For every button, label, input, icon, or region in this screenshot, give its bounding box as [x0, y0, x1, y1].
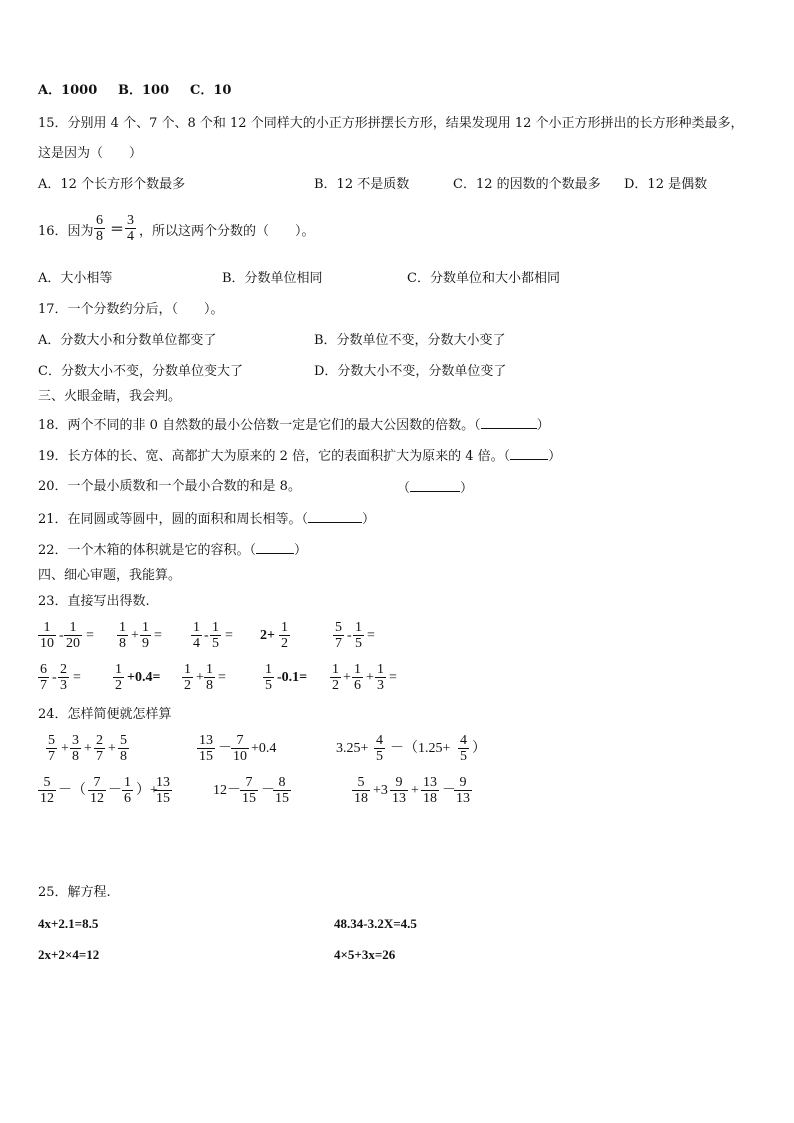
- q23-r1-e1-eq: =: [86, 628, 94, 643]
- q24-e1-op3: +: [108, 741, 116, 756]
- q16-option-b: B．分数单位相同: [222, 271, 323, 286]
- q23-r1-e5-frac2: $\frac{1}{5}$: [355, 620, 362, 651]
- q23-r2-e5-op: +: [343, 670, 351, 685]
- q15-option-c: C．12 的因数的个数最多: [453, 177, 601, 192]
- q24-e6-frac1: $\frac{5}{18}$: [354, 775, 368, 806]
- q23-r2-e5-op2: +: [366, 670, 374, 685]
- q23-r2-e4-tail: -0.1=: [277, 670, 308, 685]
- q23-r1-e5-eq: =: [367, 628, 375, 643]
- q23-r2-e5-frac2: $\frac{1}{6}$: [354, 662, 361, 693]
- q23-r1-e3-eq: =: [225, 628, 233, 643]
- q24-e4-frac1: $\frac{5}{12}$: [40, 775, 54, 806]
- q16-equals: ＝: [110, 223, 124, 238]
- q23-r1-e3-frac2: $\frac{1}{5}$: [212, 620, 219, 651]
- q24-e4-op: －: [108, 783, 122, 798]
- q24-e4-frac2: $\frac{7}{12}$: [90, 775, 104, 806]
- q25-equation-3: 2x+2×4=12: [38, 947, 100, 962]
- q14-option-c: C．10: [190, 83, 232, 98]
- q23-r1-e3-frac1: $\frac{1}{4}$: [193, 620, 200, 651]
- q15-stem-line2: 这是因为（ ）: [38, 146, 143, 161]
- q23-r2-e5-eq: =: [389, 670, 397, 685]
- q23-r2-e3-frac2: $\frac{1}{8}$: [206, 662, 213, 693]
- q20: 20．一个最小质数和一个最小合数的和是 8。: [38, 479, 301, 494]
- q14-option-a: A．1000: [38, 83, 98, 98]
- q24-e1-frac2: $\frac{3}{8}$: [72, 733, 79, 764]
- q18-answer-blank[interactable]: [481, 416, 537, 429]
- q24-e3-end: ）: [472, 741, 486, 756]
- q23-r1-e2-eq: =: [154, 628, 162, 643]
- q24-e5-frac2: $\frac{8}{15}$: [275, 775, 289, 806]
- q24-e4-frac3: $\frac{1}{6}$: [124, 775, 131, 806]
- q14-option-b: B．100: [118, 83, 170, 98]
- q23-r2-e3-frac1: $\frac{1}{2}$: [184, 662, 191, 693]
- q24-e2-op: －: [218, 741, 232, 756]
- q17-option-c: C．分数大小不变，分数单位变大了: [38, 364, 243, 379]
- q24-e5-op: －: [261, 783, 275, 798]
- q23-r2-e5-frac1: $\frac{1}{2}$: [332, 662, 339, 693]
- q17-option-b: B．分数单位不变，分数大小变了: [314, 333, 506, 348]
- q24-e2-frac2: $\frac{7}{10}$: [233, 733, 247, 764]
- q18: 18．两个不同的非 0 自然数的最小公倍数一定是它们的最大公因数的倍数。（ ）: [38, 418, 550, 433]
- q23-r2-e3-eq: =: [218, 670, 226, 685]
- q23-r1-e2-op: +: [131, 628, 139, 643]
- q23-stem: 23．直接写出得数.: [38, 594, 150, 609]
- q23-r1-e2-frac1: $\frac{1}{8}$: [119, 620, 126, 651]
- q21: 21．在同圆或等圆中，圆的面积和周长相等。（ ）: [38, 512, 376, 527]
- q23-r1-e1-frac2: $\frac{1}{20}$: [66, 620, 80, 651]
- q24-e3-frac2: $\frac{4}{5}$: [460, 733, 467, 764]
- q20-answer: （ ）: [397, 481, 474, 496]
- q16-option-a: A．大小相等: [38, 271, 113, 286]
- q24-e4-mid: －（: [58, 783, 86, 798]
- q20-answer-blank[interactable]: [410, 479, 460, 492]
- q23-r1-e5-op: -: [347, 628, 352, 643]
- section-3-heading: 三、火眼金睛，我会判。: [38, 389, 182, 404]
- q15-option-a: A．12 个长方形个数最多: [38, 177, 186, 192]
- q17-option-a: A．分数大小和分数单位都变了: [38, 333, 217, 348]
- q24-e5-pre: 12－: [213, 783, 241, 798]
- q15-stem-line1: 15．分别用 4 个、7 个、8 个和 12 个同样大的小正方形拼摆长方形，结果发现用 12 个小正方形拼出的长方形种类最多，: [38, 116, 744, 131]
- q16-fraction-2: $\frac{3}{4}$: [127, 213, 134, 244]
- q24-e1-frac1: $\frac{5}{7}$: [48, 733, 55, 764]
- q24-e2-frac1: $\frac{13}{15}$: [199, 733, 213, 764]
- q24-e1-frac3: $\frac{2}{7}$: [96, 733, 103, 764]
- q24-stem: 24．怎样简便就怎样算: [38, 707, 172, 722]
- q24-e6-frac3: $\frac{13}{18}$: [423, 775, 437, 806]
- q23-r2-e1-frac1: $\frac{6}{7}$: [40, 662, 47, 693]
- q22: 22．一个木箱的体积就是它的容积。（ ）: [38, 543, 308, 558]
- q23-r1-e4-pre: 2+: [260, 628, 275, 643]
- q23-r2-e5-frac3: $\frac{1}{3}$: [377, 662, 384, 693]
- q16-fraction-1: $\frac{6}{8}$: [96, 213, 103, 244]
- q24-e5-frac1: $\frac{7}{15}$: [242, 775, 256, 806]
- q24-e1-op2: +: [84, 741, 92, 756]
- q15-option-b: B．12 不是质数: [314, 177, 410, 192]
- q25-stem: 25．解方程.: [38, 885, 111, 900]
- q19-answer-blank[interactable]: [510, 447, 548, 460]
- q25-equation-2: 48.34-3.2X=4.5: [334, 916, 417, 931]
- q22-answer-blank[interactable]: [256, 541, 294, 554]
- q23-r1-e3-op: -: [204, 628, 209, 643]
- q23-r1-e1-frac1: $\frac{1}{10}$: [40, 620, 54, 651]
- q24-e4-frac4: $\frac{13}{15}$: [156, 775, 170, 806]
- q23-r2-e1-op: -: [52, 670, 57, 685]
- q17-stem: 17．一个分数约分后，（ ）。: [38, 302, 224, 317]
- q24-e6-op2: －: [442, 783, 456, 798]
- q16-suffix: ，所以这两个分数的（ ）。: [139, 224, 315, 239]
- q24-e3-mid: －（1.25+: [390, 741, 451, 756]
- q24-e1-frac4: $\frac{5}{8}$: [120, 733, 127, 764]
- q24-e4-end: ）+: [136, 783, 158, 798]
- q24-e6-frac2: $\frac{9}{13}$: [392, 775, 406, 806]
- q23-r2-e3-op: +: [196, 670, 204, 685]
- q25-equation-1: 4x+2.1=8.5: [38, 916, 99, 931]
- q24-e1-op1: +: [61, 741, 69, 756]
- q24-e3-pre: 3.25+: [336, 741, 369, 756]
- q16-option-c: C．分数单位和大小都相同: [407, 271, 560, 286]
- q16-prefix: 16．因为: [38, 224, 94, 239]
- q24-e6-op: +: [411, 783, 419, 798]
- q23-r1-e1-op: -: [59, 628, 64, 643]
- q23-r2-e1-frac2: $\frac{2}{3}$: [60, 662, 67, 693]
- q23-r1-e5-frac1: $\frac{5}{7}$: [335, 620, 342, 651]
- q23-r2-e1-eq: =: [73, 670, 81, 685]
- q24-e6-frac4: $\frac{9}{13}$: [456, 775, 470, 806]
- q24-e6-mid: +3: [373, 783, 388, 798]
- section-4-heading: 四、细心审题，我能算。: [38, 568, 182, 583]
- q19: 19．长方体的长、宽、高都扩大为原来的 2 倍，它的表面积扩大为原来的 4 倍。（ ）: [38, 449, 562, 464]
- q24-e2-tail: +0.4: [251, 741, 277, 756]
- q23-r2-e2-tail: +0.4=: [127, 670, 161, 685]
- q21-answer-blank[interactable]: [308, 510, 362, 523]
- q23-r2-e2-frac: $\frac{1}{2}$: [115, 662, 122, 693]
- q15-option-d: D．12 是偶数: [624, 177, 708, 192]
- q24-e3-frac1: $\frac{4}{5}$: [376, 733, 383, 764]
- q25-equation-4: 4×5+3x=26: [334, 947, 396, 962]
- q23-r1-e4-frac: $\frac{1}{2}$: [281, 620, 288, 651]
- q23-r1-e2-frac2: $\frac{1}{9}$: [142, 620, 149, 651]
- q23-r2-e4-frac: $\frac{1}{5}$: [265, 662, 272, 693]
- q17-option-d: D．分数大小不变，分数单位变了: [314, 364, 507, 379]
